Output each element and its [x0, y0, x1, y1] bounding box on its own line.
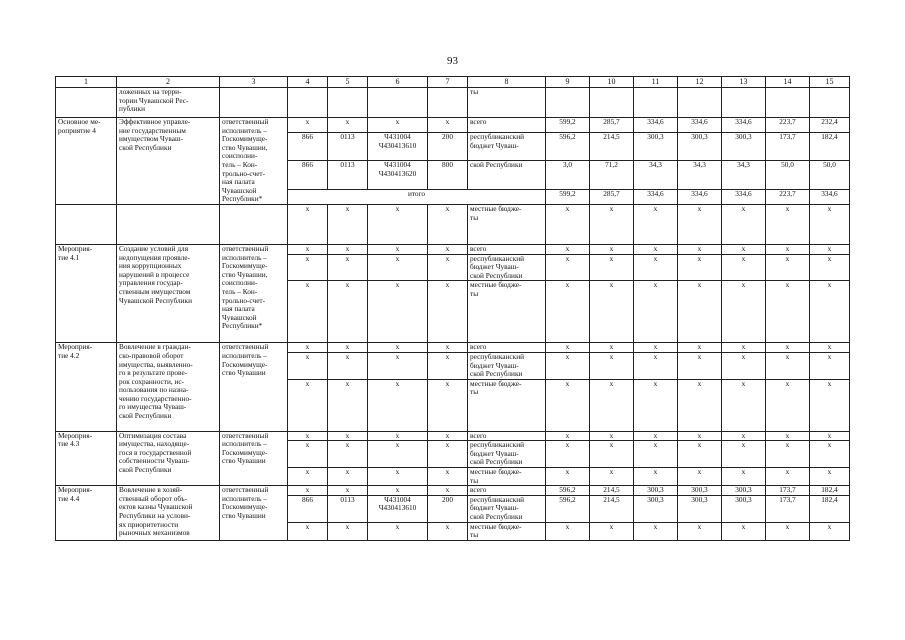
header-cell: 10: [590, 77, 634, 88]
table-row: [56, 343, 850, 353]
cell-value: 173,7: [766, 133, 810, 161]
cell-value: x: [634, 281, 678, 343]
cell-description: Эффективное управле- ние государственным имуществом Чуваш- ской Республики: [117, 118, 220, 205]
cell-code: x: [368, 468, 428, 486]
cell-value: x: [810, 522, 850, 540]
cell-value: x: [590, 468, 634, 486]
cell-value: x: [722, 352, 766, 379]
cell-description: Вовлечение в граждан- ско-правовой оборот имущества, выявленно- го в результате прове- рок сохранности, ис- пользования по назна- чению государственно- го имущества Чуваш- ской Республики: [117, 343, 220, 431]
cell-value: x: [678, 343, 722, 353]
cell-source: республиканский бюджет Чуваш- ской Республики: [468, 441, 546, 468]
cell-value: 334,6: [810, 189, 850, 204]
cell-code: x: [368, 118, 428, 133]
header-cell: 7: [428, 77, 468, 88]
cell-code: 866: [288, 161, 328, 189]
cell-value: x: [590, 522, 634, 540]
header-cell: 13: [722, 77, 766, 88]
cell-value: x: [766, 522, 810, 540]
cell-value: 232,4: [810, 118, 850, 133]
cell-code: x: [288, 522, 328, 540]
cell-value: x: [722, 244, 766, 254]
cell-code: x: [368, 431, 428, 441]
header-cell: 3: [220, 77, 288, 88]
page-number: 93: [447, 55, 458, 67]
cell-code: x: [428, 352, 468, 379]
cell-code: 200: [428, 133, 468, 161]
cell-code: x: [368, 281, 428, 343]
cell-value: x: [546, 343, 590, 353]
cell-value: x: [546, 254, 590, 281]
table-row: [56, 244, 850, 254]
cell-value: 34,3: [678, 161, 722, 189]
cell-source: республиканский бюджет Чуваш- ской Республики: [468, 254, 546, 281]
header-cell: 4: [288, 77, 328, 88]
cell-value: x: [546, 244, 590, 254]
cell-value: x: [546, 281, 590, 343]
cell-code: x: [328, 281, 368, 343]
cell-code: x: [288, 352, 328, 379]
cell-code: x: [288, 118, 328, 133]
cell-code: x: [428, 431, 468, 441]
cell-description: ложенных на терри- тории Чувашской Рес- публики: [117, 88, 220, 118]
cell-code: x: [328, 352, 368, 379]
cell-code: x: [328, 379, 368, 431]
header-cell: 6: [368, 77, 428, 88]
cell-code: x: [368, 244, 428, 254]
cell-value: x: [590, 343, 634, 353]
cell-code: x: [368, 254, 428, 281]
cell-value: x: [546, 468, 590, 486]
cell-itogo: итого: [288, 189, 546, 204]
cell-value: 334,6: [634, 189, 678, 204]
cell-value: 334,6: [634, 118, 678, 133]
cell-value: x: [766, 244, 810, 254]
cell-code: Ч431004 Ч430413610: [368, 133, 428, 161]
cell-value: x: [810, 254, 850, 281]
cell-description: Оптимизация состава имущества, находяще- гося в государственной собственности Чуваш- ской Республики: [117, 431, 220, 486]
cell-value: x: [678, 441, 722, 468]
cell-value: 71,2: [590, 161, 634, 189]
cell-value: 34,3: [722, 161, 766, 189]
cell-code: x: [328, 486, 368, 496]
cell-value: x: [722, 441, 766, 468]
cell-value: 599,2: [546, 189, 590, 204]
cell-code: 0113: [328, 133, 368, 161]
cell-value: x: [766, 431, 810, 441]
cell-value: x: [766, 254, 810, 281]
cell-value: 173,7: [766, 486, 810, 496]
cell-code: 200: [428, 495, 468, 522]
header-cell: 2: [117, 77, 220, 88]
cell-value: 50,0: [766, 161, 810, 189]
cell-value: x: [634, 244, 678, 254]
cell-code: x: [368, 522, 428, 540]
cell-code: Ч431004 Ч430413620: [368, 161, 428, 189]
cell-value: 300,3: [634, 495, 678, 522]
cell-value: x: [590, 352, 634, 379]
cell-source: всего: [468, 118, 546, 133]
cell-value: 50,0: [810, 161, 850, 189]
table-row: [56, 204, 850, 244]
table-row: [56, 431, 850, 441]
cell-code: x: [368, 343, 428, 353]
cell-value: x: [810, 244, 850, 254]
cell-label: Мероприя- тие 4.2: [56, 343, 117, 431]
cell-value: x: [810, 281, 850, 343]
cell-value: 173,7: [766, 495, 810, 522]
cell-value: x: [810, 379, 850, 431]
cell-code: x: [288, 468, 328, 486]
cell-value: x: [810, 431, 850, 441]
cell-code: x: [328, 431, 368, 441]
header-row: [56, 77, 850, 88]
header-cell: 9: [546, 77, 590, 88]
cell-code: x: [288, 486, 328, 496]
cell-code: x: [288, 204, 328, 244]
cell-code: 866: [288, 495, 328, 522]
cell-label: Мероприя- тие 4.1: [56, 244, 117, 342]
cell-value: x: [722, 281, 766, 343]
cell-value: x: [766, 441, 810, 468]
cell-source: местные бюдже- ты: [468, 379, 546, 431]
cell-code: x: [288, 343, 328, 353]
header-cell: 14: [766, 77, 810, 88]
cell-value: x: [546, 352, 590, 379]
cell-value: x: [546, 204, 590, 244]
cell-code: x: [368, 379, 428, 431]
cell-code: x: [328, 244, 368, 254]
cell-value: x: [722, 343, 766, 353]
cell-value: 300,3: [634, 133, 678, 161]
cell-value: 300,3: [678, 495, 722, 522]
cell-value: 214,5: [590, 495, 634, 522]
cell-value: 214,5: [590, 133, 634, 161]
cell-value: x: [766, 281, 810, 343]
cell-value: x: [678, 468, 722, 486]
table-row: [56, 486, 850, 496]
cell-value: 182,4: [810, 133, 850, 161]
cell-value: x: [722, 204, 766, 244]
cell-code: x: [288, 431, 328, 441]
cell-value: x: [590, 244, 634, 254]
cell-value: 182,4: [810, 486, 850, 496]
table-row: [56, 88, 850, 118]
cell-value: 596,2: [546, 495, 590, 522]
cell-value: 334,6: [678, 118, 722, 133]
cell-label: Основное ме- роприятие 4: [56, 118, 117, 205]
cell-value: x: [678, 522, 722, 540]
cell-value: x: [766, 343, 810, 353]
cell-value: 285,7: [590, 189, 634, 204]
cell-code: x: [288, 379, 328, 431]
cell-value: 223,7: [766, 189, 810, 204]
cell-responsible: ответственный исполнитель – Госкомимуще- ство Чувашии: [220, 343, 288, 431]
cell-value: x: [722, 379, 766, 431]
cell-code: x: [328, 343, 368, 353]
cell-value: x: [678, 379, 722, 431]
cell-code: x: [328, 204, 368, 244]
cell-value: x: [546, 431, 590, 441]
cell-value: x: [678, 431, 722, 441]
cell-value: x: [722, 468, 766, 486]
header-cell: 11: [634, 77, 678, 88]
cell-value: 34,3: [634, 161, 678, 189]
cell-source: местные бюдже- ты: [468, 522, 546, 540]
cell-source: местные бюдже- ты: [468, 281, 546, 343]
cell-value: x: [810, 204, 850, 244]
cell-code: x: [288, 281, 328, 343]
cell-value: 3,0: [546, 161, 590, 189]
cell-description: Вовлечение в хозяй- ственный оборот объ- ектов казны Чувашской Республики на услови- ях приоритетности рыночных механизмов: [117, 486, 220, 541]
cell-responsible: ответственный исполнитель – Госкомимуще- ство Чувашии: [220, 431, 288, 486]
cell-source: местные бюдже- ты: [468, 468, 546, 486]
cell-value: x: [810, 441, 850, 468]
cell-value: 300,3: [722, 133, 766, 161]
cell-value: 182,4: [810, 495, 850, 522]
cell-value: x: [766, 468, 810, 486]
cell-value: x: [678, 244, 722, 254]
cell-value: x: [678, 352, 722, 379]
cell-source: всего: [468, 244, 546, 254]
cell-value: x: [766, 379, 810, 431]
cell-code: x: [428, 379, 468, 431]
cell-code: x: [428, 118, 468, 133]
cell-value: 596,2: [546, 486, 590, 496]
cell-code: x: [428, 486, 468, 496]
cell-code: x: [428, 522, 468, 540]
cell-value: x: [634, 352, 678, 379]
cell-code: x: [428, 343, 468, 353]
cell-value: 300,3: [634, 486, 678, 496]
cell-value: 300,3: [678, 486, 722, 496]
cell-code: x: [368, 352, 428, 379]
cell-value: x: [810, 343, 850, 353]
cell-code: x: [328, 441, 368, 468]
cell-value: 334,6: [722, 118, 766, 133]
cell-value: x: [590, 431, 634, 441]
cell-label: Мероприя- тие 4.4: [56, 486, 117, 541]
cell-responsible: ответственный исполнитель – Госкомимуще- ство Чувашии: [220, 486, 288, 541]
cell-value: x: [634, 441, 678, 468]
header-cell: 12: [678, 77, 722, 88]
cell-code: x: [368, 486, 428, 496]
cell-code: x: [328, 254, 368, 281]
cell-source: республиканский бюджет Чуваш- ской Республики: [468, 352, 546, 379]
cell-source: всего: [468, 431, 546, 441]
cell-code: 0113: [328, 495, 368, 522]
cell-value: x: [722, 254, 766, 281]
cell-value: 300,3: [678, 133, 722, 161]
cell-value: x: [810, 352, 850, 379]
cell-value: x: [678, 204, 722, 244]
cell-source: местные бюдже- ты: [468, 204, 546, 244]
cell-value: x: [634, 204, 678, 244]
cell-code: 866: [288, 133, 328, 161]
cell-responsible: ответственный исполнитель – Госкомимуще- ство Чувашии, соисполни- тель – Кон- трольно-счет- ная палата Чувашской Республики*: [220, 118, 288, 205]
cell-value: x: [722, 431, 766, 441]
cell-value: x: [546, 522, 590, 540]
cell-source: республиканский бюджет Чуваш-: [468, 133, 546, 161]
cell-code: x: [368, 204, 428, 244]
cell-code: x: [428, 204, 468, 244]
cell-code: x: [288, 441, 328, 468]
cell-description: Создание условий для недопущения проявле- ния коррупционных нарушений в процессе управления государ- ственным имуществом Чувашской Республики: [117, 244, 220, 342]
cell-value: x: [634, 379, 678, 431]
cell-code: 0113: [328, 161, 368, 189]
cell-value: x: [590, 281, 634, 343]
budget-table: [55, 76, 850, 541]
cell-value: 300,3: [722, 495, 766, 522]
cell-source: всего: [468, 486, 546, 496]
cell-code: x: [288, 244, 328, 254]
cell-value: 596,2: [546, 133, 590, 161]
cell-value: x: [810, 468, 850, 486]
cell-value: x: [634, 254, 678, 281]
cell-source: всего: [468, 343, 546, 353]
cell-source: ты: [468, 88, 546, 118]
cell-value: x: [722, 522, 766, 540]
cell-source: республиканский бюджет Чуваш- ской Республики: [468, 495, 546, 522]
cell-code: x: [428, 468, 468, 486]
cell-code: x: [328, 522, 368, 540]
cell-code: Ч431004 Ч430413610: [368, 495, 428, 522]
cell-value: x: [634, 468, 678, 486]
cell-value: 223,7: [766, 118, 810, 133]
cell-value: 300,3: [722, 486, 766, 496]
cell-code: x: [428, 244, 468, 254]
cell-code: x: [288, 254, 328, 281]
cell-value: x: [634, 431, 678, 441]
cell-value: x: [678, 281, 722, 343]
header-cell: 1: [56, 77, 117, 88]
cell-value: x: [546, 441, 590, 468]
cell-label: Мероприя- тие 4.3: [56, 431, 117, 486]
cell-source: ской Республики: [468, 161, 546, 189]
cell-value: 214,5: [590, 486, 634, 496]
header-cell: 15: [810, 77, 850, 88]
table-row: [56, 118, 850, 133]
cell-value: 599,2: [546, 118, 590, 133]
cell-code: x: [428, 254, 468, 281]
cell-value: 334,6: [678, 189, 722, 204]
cell-value: x: [634, 343, 678, 353]
header-cell: 8: [468, 77, 546, 88]
cell-code: x: [428, 441, 468, 468]
header-cell: 5: [328, 77, 368, 88]
cell-value: x: [546, 379, 590, 431]
cell-value: x: [678, 254, 722, 281]
cell-value: x: [590, 204, 634, 244]
cell-code: x: [368, 441, 428, 468]
cell-value: x: [766, 204, 810, 244]
cell-value: x: [590, 441, 634, 468]
cell-value: x: [590, 379, 634, 431]
cell-value: x: [634, 522, 678, 540]
cell-code: x: [328, 468, 368, 486]
cell-value: 285,7: [590, 118, 634, 133]
cell-value: 334,6: [722, 189, 766, 204]
cell-responsible: ответственный исполнитель – Госкомимуще- ство Чувашии, соисполни- тель – Кон- трольно-счет- ная палата Чувашской Республики*: [220, 244, 288, 342]
cell-code: 800: [428, 161, 468, 189]
cell-value: x: [590, 254, 634, 281]
cell-code: x: [428, 281, 468, 343]
cell-value: x: [766, 352, 810, 379]
cell-code: x: [328, 118, 368, 133]
